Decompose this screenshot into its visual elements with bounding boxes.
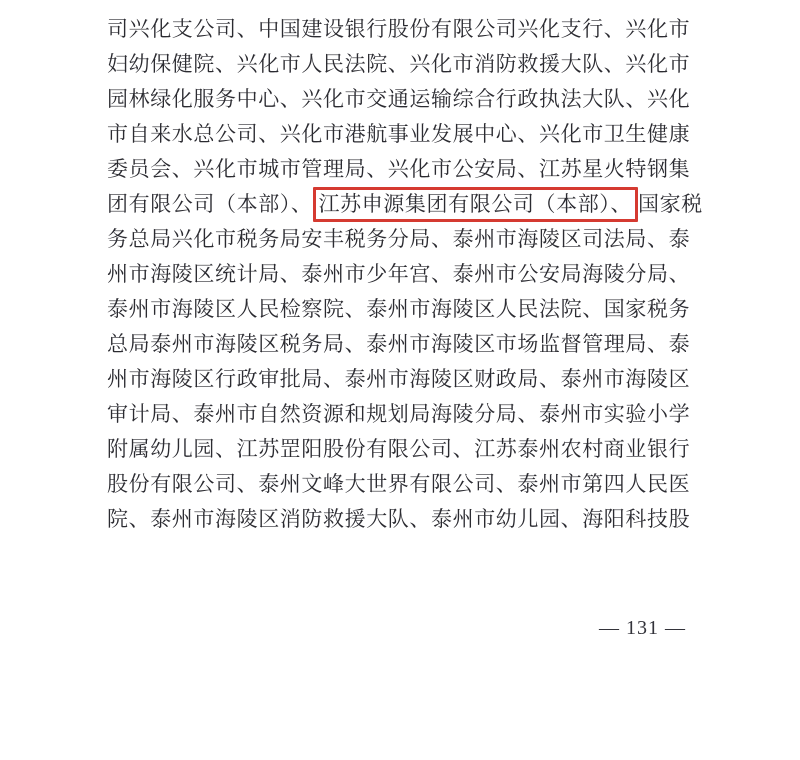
text-segment: 泰州市海陵区人民检察院、泰州市海陵区人民法院、国家税务 xyxy=(107,297,691,321)
text-line xyxy=(107,82,699,117)
text-line xyxy=(107,222,699,257)
text-segment: 州市海陵区统计局、泰州市少年宫、泰州市公安局海陵分局、 xyxy=(107,262,691,286)
text-line xyxy=(107,292,699,327)
text-segment: 市自来水总公司、兴化市港航事业发展中心、兴化市卫生健康 xyxy=(107,122,691,146)
text-line xyxy=(107,397,699,432)
text-segment: 团有限公司（本部）、 xyxy=(107,192,313,216)
document-text xyxy=(107,12,703,537)
text-line xyxy=(107,187,703,222)
highlighted-company: 江苏申源集团有限公司（本部）、 xyxy=(313,187,639,222)
text-line xyxy=(107,362,699,397)
text-segment: 审计局、泰州市自然资源和规划局海陵分局、泰州市实验小学 xyxy=(107,402,691,426)
page-number: — 131 — xyxy=(599,617,686,639)
text-segment: 附属幼儿园、江苏罡阳股份有限公司、江苏泰州农村商业银行 xyxy=(107,437,691,461)
text-line xyxy=(107,47,699,82)
text-segment: 园林绿化服务中心、兴化市交通运输综合行政执法大队、兴化 xyxy=(107,87,691,111)
text-line xyxy=(107,467,699,502)
text-line xyxy=(107,152,699,187)
text-segment: 总局泰州市海陵区税务局、泰州市海陵区市场监督管理局、泰 xyxy=(107,332,691,356)
text-segment: 委员会、兴化市城市管理局、兴化市公安局、江苏星火特钢集 xyxy=(107,157,691,181)
text-segment: 务总局兴化市税务局安丰税务分局、泰州市海陵区司法局、泰 xyxy=(107,227,691,251)
text-segment: 股份有限公司、泰州文峰大世界有限公司、泰州市第四人民医 xyxy=(107,472,691,496)
text-line xyxy=(107,327,699,362)
text-line xyxy=(107,257,699,292)
text-segment: 国家税 xyxy=(638,192,703,216)
text-segment: 州市海陵区行政审批局、泰州市海陵区财政局、泰州市海陵区 xyxy=(107,367,691,391)
text-line xyxy=(107,502,699,537)
text-segment: 院、泰州市海陵区消防救援大队、泰州市幼儿园、海阳科技股 xyxy=(107,507,691,531)
text-line xyxy=(107,432,699,467)
text-line xyxy=(107,12,699,47)
text-segment: 妇幼保健院、兴化市人民法院、兴化市消防救援大队、兴化市 xyxy=(107,52,691,76)
text-segment: 司兴化支公司、中国建设银行股份有限公司兴化支行、兴化市 xyxy=(107,17,691,41)
text-line xyxy=(107,117,699,152)
